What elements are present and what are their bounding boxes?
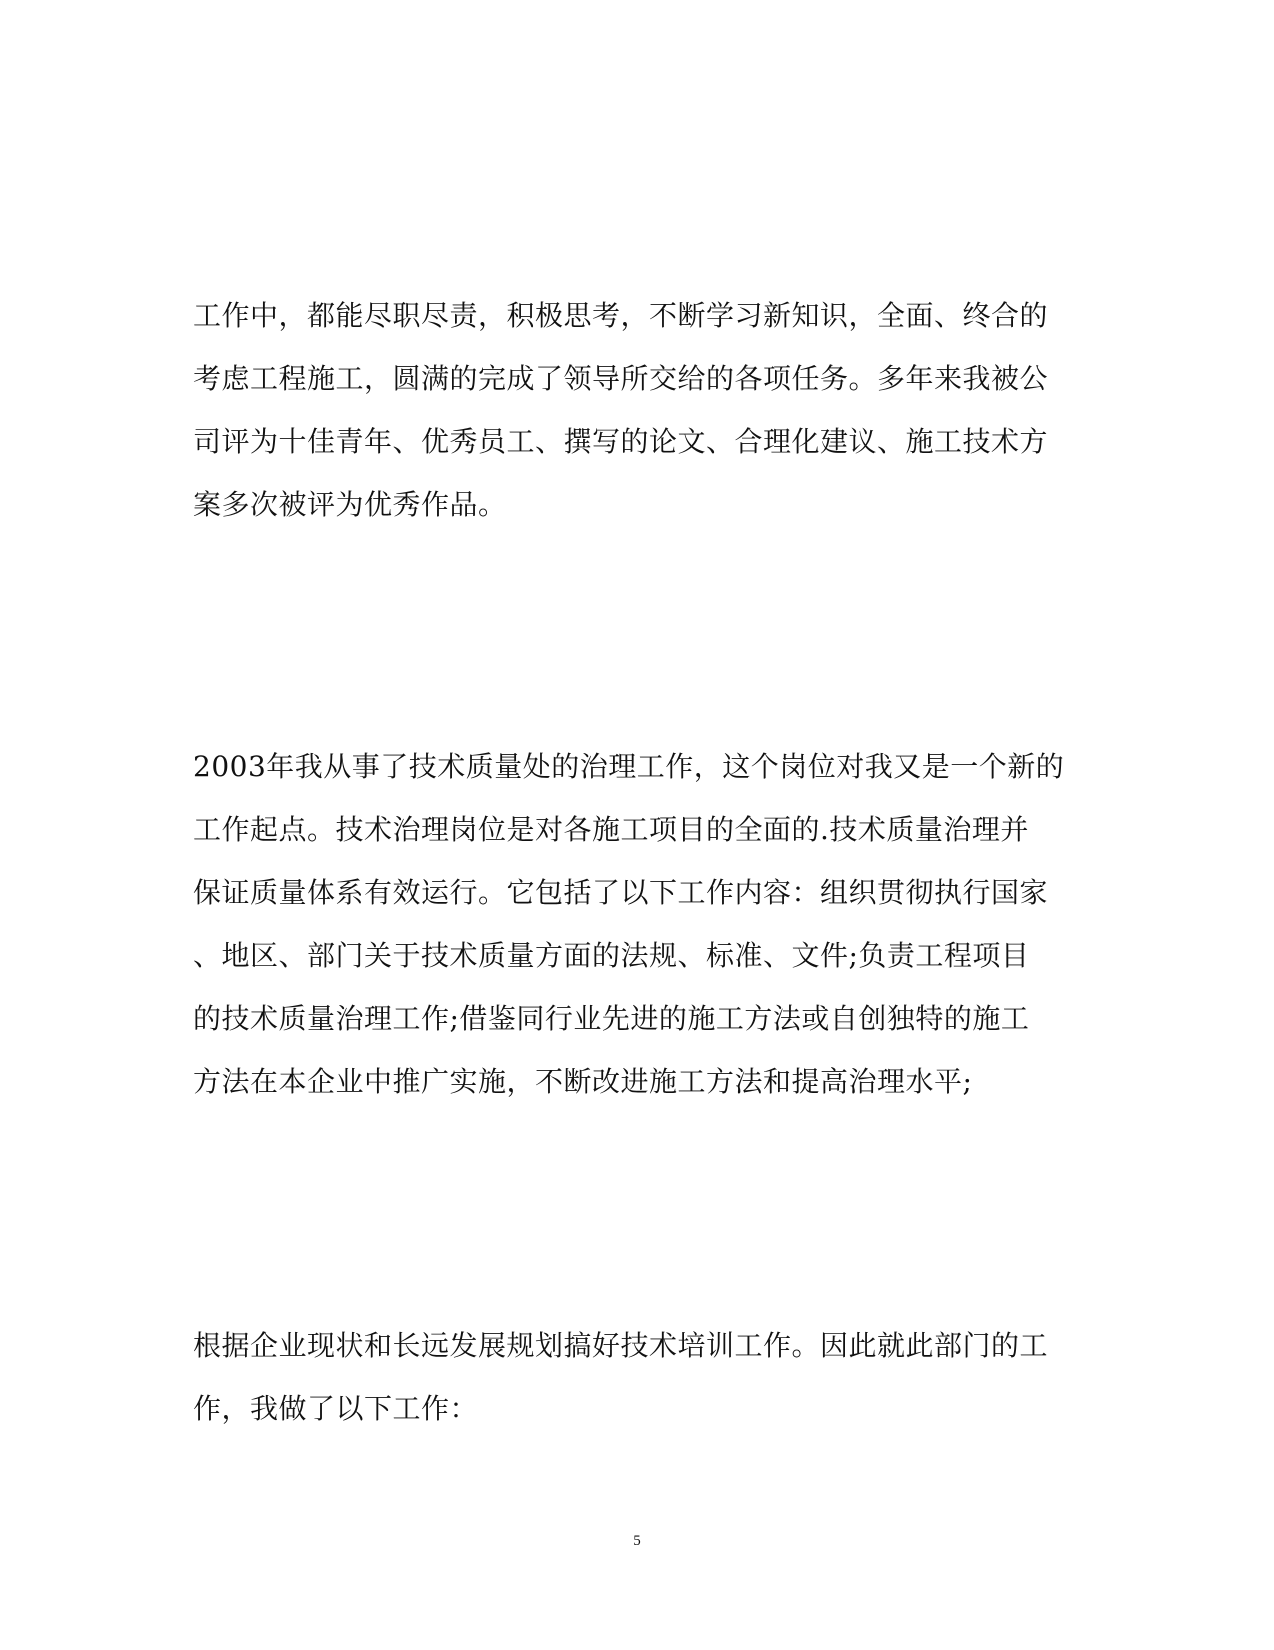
- text-line: 、地区、部门关于技术质量方面的法规、标准、文件;负责工程项目: [193, 939, 1030, 972]
- text-line: 案多次被评为优秀作品。: [193, 488, 507, 521]
- paragraph-training-work: [193, 1314, 1093, 1440]
- text-line: 工作起点。技术治理岗位是对各施工项目的全面的.技术质量治理并: [193, 813, 1029, 846]
- text-line: 根据企业现状和长远发展规划搞好技术培训工作。因此就此部门的工: [193, 1329, 1049, 1362]
- text-line: 考虑工程施工，圆满的完成了领导所交给的各项任务。多年来我被公: [193, 362, 1049, 395]
- text-line: 的技术质量治理工作;借鉴同行业先进的施工方法或自创独特的施工: [193, 1002, 1030, 1035]
- text-line: 保证质量体系有效运行。它包括了以下工作内容：组织贯彻执行国家: [193, 876, 1049, 909]
- text-line: 方法在本企业中推广实施，不断改进施工方法和提高治理水平;: [193, 1065, 973, 1098]
- text-line: 作，我做了以下工作：: [193, 1392, 479, 1425]
- paragraph-technical-quality-role: [193, 735, 1093, 1113]
- text-line: 2003年我从事了技术质量处的治理工作，这个岗位对我又是一个新的: [193, 750, 1065, 783]
- paragraph-work-achievements: [193, 284, 1093, 536]
- page-number: 5: [633, 1533, 641, 1549]
- text-line: 司评为十佳青年、优秀员工、撰写的论文、合理化建议、施工技术方: [193, 425, 1049, 458]
- text-line: 工作中，都能尽职尽责，积极思考，不断学习新知识，全面、终合的: [193, 299, 1049, 332]
